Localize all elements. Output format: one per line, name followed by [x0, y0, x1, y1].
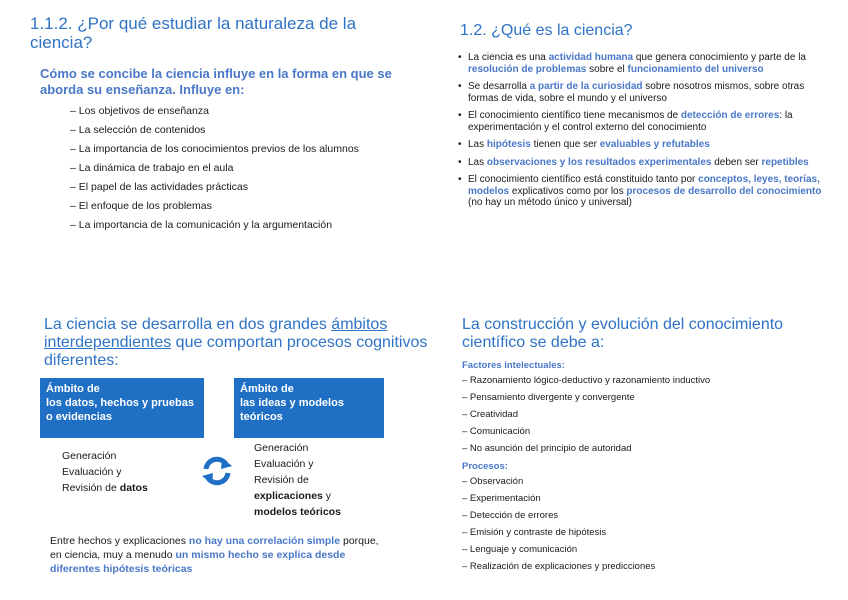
ideas-domain-box: Ámbito de las ideas y modelos teóricos — [234, 378, 384, 438]
bullet-item: • Se desarrolla a partir de la curiosidad sobre nosotros mismos, sobre otras formas de vida, sobre el mundo y el universo — [456, 81, 826, 104]
bullet-item: • La ciencia es una actividad humana que genera conocimiento y parte de la resolución de problemas sobre el funcionamiento del universo — [456, 52, 826, 75]
list-item: – La importancia de la comunicación y la argumentación — [70, 219, 333, 231]
bullet-item: • El conocimiento científico tiene mecanismos de detección de errores: la experimentación y el control externo del conocimiento — [456, 110, 826, 133]
slide-two-domains — [40, 316, 430, 596]
slide-title: 1.2. ¿Qué es la ciencia? — [460, 22, 633, 39]
list-item: – Comunicación — [462, 426, 531, 437]
bullet-item: • Las hipótesis tienen que ser evaluables y refutables — [456, 139, 826, 151]
section-heading: Procesos: — [462, 461, 508, 472]
slide-construction-evolution — [460, 316, 830, 596]
slide-what-is-science — [456, 22, 826, 292]
science-bullets — [456, 52, 826, 209]
list-item: – El papel de las actividades prácticas — [70, 181, 249, 193]
list-item: – Experimentación — [462, 493, 541, 504]
data-processes: Generación Evaluación y Revisión de datos — [62, 450, 148, 494]
list-item: – Emisión y contraste de hipótesis — [462, 527, 607, 538]
list-item: – No asunción del principio de autoridad — [462, 443, 632, 454]
list-item: – La importancia de los conocimientos previos de los alumnos — [70, 143, 359, 155]
bullet-item: • El conocimiento científico está constituido tanto por conceptos, leyes, teorías, modelos explicativos como por los procesos de desarrollo del conocimiento (no hay un método único y universal) — [456, 174, 826, 209]
cycle-arrows-icon — [200, 454, 234, 488]
list-item: – Detección de errores — [462, 510, 559, 521]
slide-title: La construcción y evolución del conocimiento científico se debe a: — [462, 316, 784, 351]
list-item: – Razonamiento lógico-deductivo y razonamiento inductivo — [462, 375, 711, 386]
list-item: – Lenguaje y comunicación — [462, 544, 578, 555]
list-item: – La dinámica de trabajo en el aula — [70, 162, 234, 174]
slide-intro: Cómo se concibe la ciencia influye en la forma en que se aborda su enseñanza. Influye en: — [40, 66, 392, 97]
processes-list — [460, 473, 830, 575]
data-domain-box: Ámbito de los datos, hechos y pruebas o evidencias — [40, 378, 204, 438]
influence-list — [30, 102, 420, 235]
intellectual-factors-list — [460, 372, 830, 457]
bullet-item: • Las observaciones y los resultados experimentales deben ser repetibles — [456, 157, 826, 169]
ideas-processes: Generación Evaluación y Revisión de explicaciones y modelos teóricos — [254, 442, 341, 518]
slide-why-study-nature-of-science — [30, 14, 420, 294]
slide-title: 1.1.2. ¿Por qué estudiar la naturaleza de la ciencia? — [30, 14, 357, 52]
list-item: – El enfoque de los problemas — [70, 200, 212, 212]
list-item: – Realización de explicaciones y predicciones — [462, 561, 656, 572]
correlation-note: Entre hechos y explicaciones no hay una correlación simple porque, en ciencia, muy a menudo un mismo hecho se explica desde diferentes hipótesis teóricas — [50, 535, 379, 575]
slide-title: La ciencia se desarrolla en dos grandes ámbitos interdependientes que comportan procesos cognitivos diferentes: — [44, 316, 428, 369]
list-item: – Los objetivos de enseñanza — [70, 105, 209, 117]
list-item: – Creatividad — [462, 409, 518, 420]
list-item: – La selección de contenidos — [70, 124, 206, 136]
list-item: – Pensamiento divergente y convergente — [462, 392, 635, 403]
list-item: – Observación — [462, 476, 524, 487]
section-heading: Factores intelectuales: — [462, 360, 565, 371]
